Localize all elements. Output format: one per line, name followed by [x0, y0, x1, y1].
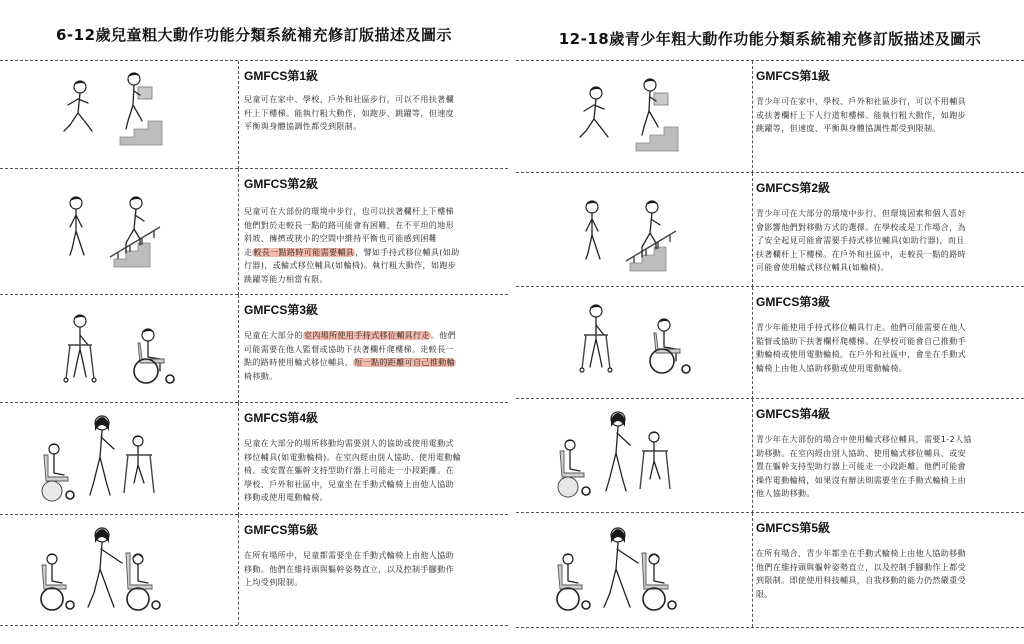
text-segment: 可能需要在他人監督或協助下扶著欄杆爬樓梯。走較長一	[244, 344, 454, 354]
text-segment: 青少年可在大部分的環境中步行，但環境因素和個人喜好	[756, 209, 966, 218]
description-line	[244, 576, 454, 590]
level-description	[756, 321, 966, 375]
description-line	[244, 93, 454, 107]
text-segment: 跳躍等能力相當有限。	[244, 274, 328, 284]
text-segment: 動輪椅或使用電動輪椅。在戶外和社區中，會坐在手動式	[756, 350, 966, 359]
text-segment: 走	[244, 247, 253, 257]
text-segment: 斜坡、擁擠或狹小的空間中維持平衡也可能感到困難	[244, 234, 438, 243]
description-line	[244, 343, 456, 357]
gmfcs-illustration	[546, 519, 746, 627]
description-line	[756, 261, 966, 275]
text-segment: 操作電動輪椅，如果沒有辦法則需要坐在手動式輪椅上由	[756, 475, 966, 485]
gmfcs-illustration	[546, 185, 746, 287]
text-segment: 扶著欄杆上下樓梯。在戶外和社區中，走較長一點的路時	[756, 249, 966, 259]
column-divider	[752, 287, 753, 399]
level-description	[756, 95, 966, 136]
description-line	[244, 491, 461, 505]
gmfcs-illustration	[546, 71, 746, 173]
level-description	[756, 547, 966, 601]
level-label: GMFCS第2級	[756, 181, 831, 195]
level-description	[244, 93, 454, 134]
text-segment: 他們對於走較長一點的路可能會有困難，在不平坦的地形	[244, 220, 454, 230]
description-line	[244, 246, 460, 260]
text-segment: 他人協助移動。	[756, 489, 815, 498]
description-line	[756, 335, 966, 349]
description-line	[244, 356, 456, 370]
text-segment: 到限制。即使使用科技輔具，自我移動的能力仍然嚴重受	[756, 576, 966, 585]
highlighted-text: 室內場所使用手持式移位輔具行走	[303, 331, 430, 340]
text-segment: 點的路時使用輪式移位輔具，	[244, 358, 354, 367]
text-segment: 杆上下樓梯。能執行粗大動作，如跑步、跳躍等，但速度	[244, 108, 454, 118]
description-line	[244, 259, 460, 273]
text-segment: 兒童在大部分的	[244, 331, 303, 340]
description-line	[244, 563, 454, 577]
text-segment: 學校、戶外和社區中，兒童坐在手動式輪椅上由他人協助	[244, 479, 454, 489]
description-line	[756, 574, 966, 588]
level-label: GMFCS第3級	[244, 303, 319, 317]
highlighted-text: 較長一點路時可能需要輔具	[253, 247, 355, 257]
left-panel	[0, 0, 508, 644]
text-segment: 青少年在大部份的場合中使用輪式移位輔具，需要1-2人協	[756, 435, 972, 444]
text-segment: 或扶著欄杆上下人行道和樓梯。能執行粗大動作，如跑步	[756, 110, 966, 120]
description-line	[756, 447, 972, 461]
description-line	[756, 248, 966, 262]
text-segment: 置在軀幹支持型助行器上可能走一小段距離。他們可能會	[756, 462, 966, 471]
text-segment: 兒童可在大部份的環境中步行，也可以扶著欄杆上下樓梯	[244, 207, 454, 216]
text-segment: 平衡與身體協調性都受到限制。	[244, 122, 362, 131]
right-level-row	[516, 172, 1024, 287]
description-line	[756, 221, 966, 235]
gmfcs-illustration	[30, 307, 230, 403]
description-line	[244, 219, 460, 233]
description-line	[756, 234, 966, 248]
description-line	[244, 451, 461, 465]
left-level-row	[0, 514, 508, 626]
text-segment: 監督或協助下扶著欄杆爬樓梯。在學校可能會自己推動手	[756, 336, 966, 346]
text-segment: 兒童可在家中、學校、戶外和社區步行，可以不用扶著欄	[244, 95, 454, 104]
level-label: GMFCS第4級	[756, 407, 831, 421]
text-segment: 限。	[756, 589, 773, 599]
column-divider	[238, 295, 239, 403]
right-panel	[516, 0, 1024, 644]
right-level-row	[516, 398, 1024, 513]
right-level-row	[516, 286, 1024, 399]
description-line	[244, 205, 460, 219]
level-description	[244, 205, 460, 286]
text-segment: 他們在維持頭與軀幹姿勢直立，以及控制手腳動作上都受	[756, 562, 966, 572]
description-line	[244, 329, 456, 343]
highlighted-text: 短一點的距離可自己推動輪	[354, 358, 456, 367]
text-segment: 跳躍等，但速度、平衡與身體協調性都受到限制。	[756, 124, 941, 133]
text-segment: 會影響他們對移動方式的選擇。在學校或是工作場合，為	[756, 222, 966, 232]
text-segment: 椅、或安置在軀幹支持型助行器上可能走一小段距離。在	[244, 466, 454, 475]
column-divider	[238, 169, 239, 295]
text-segment: 移動。他們在維持頭與軀幹姿勢直立，以及控制手腳動作	[244, 564, 454, 574]
gmfcs-illustration	[546, 297, 746, 399]
gmfcs-illustration	[30, 181, 230, 295]
description-line	[756, 547, 966, 561]
description-line	[756, 122, 966, 136]
description-line	[244, 107, 454, 121]
gmfcs-illustration	[30, 519, 230, 625]
text-segment: 青少年能使用手持式移位輔具行走。他們可能需要在他人	[756, 323, 966, 332]
left-level-row	[0, 402, 508, 515]
gmfcs-illustration	[30, 65, 230, 169]
level-description	[756, 433, 972, 501]
level-label: GMFCS第1級	[756, 69, 831, 83]
description-line	[244, 549, 454, 563]
text-segment: 上均受到限制。	[244, 578, 303, 587]
text-segment: 椅移動。	[244, 371, 278, 381]
description-line	[756, 433, 972, 447]
level-label: GMFCS第5級	[756, 521, 831, 535]
level-label: GMFCS第5級	[244, 523, 319, 537]
description-line	[756, 348, 966, 362]
level-label: GMFCS第3級	[756, 295, 831, 309]
left-level-row	[0, 168, 508, 295]
description-line	[756, 362, 966, 376]
text-segment: 行器)，或輪式移位輔具(如輪椅)。執行粗大動作，如跑步	[244, 261, 457, 270]
description-line	[756, 474, 972, 488]
column-divider	[238, 403, 239, 515]
text-segment: 移動或使用電動輪椅。	[244, 493, 328, 502]
text-segment: 輪椅上由他人協助移動或使用電動輪椅。	[756, 363, 908, 373]
right-level-row	[516, 60, 1024, 173]
column-divider	[752, 61, 753, 173]
level-description	[244, 329, 456, 383]
level-label: GMFCS第2級	[244, 177, 319, 191]
description-line	[756, 321, 966, 335]
level-description	[756, 207, 966, 275]
description-line	[244, 273, 460, 287]
level-description	[244, 549, 454, 590]
text-segment: 移位輔具(如電動輪椅)。在室內經由別人協助、使用電動輪	[244, 452, 462, 462]
column-divider	[752, 173, 753, 287]
column-divider	[752, 513, 753, 627]
gmfcs-illustration	[546, 405, 746, 513]
column-divider	[752, 399, 753, 513]
text-segment: 青少年可在家中、學校、戶外和社區步行，可以不用輔具	[756, 97, 966, 106]
right-title: 12-18歲青少年粗大動作功能分類系統補充修訂版描述及圖示	[558, 30, 982, 48]
text-segment: 助移動。在室內經由別人協助、使用輪式移位輔具、或安	[756, 448, 966, 458]
text-segment: 可能會使用輪式移位輔具(如輪椅)。	[756, 263, 890, 272]
description-line	[756, 487, 972, 501]
level-label: GMFCS第1級	[244, 69, 319, 83]
description-line	[756, 460, 972, 474]
description-line	[756, 207, 966, 221]
column-divider	[238, 515, 239, 625]
level-label: GMFCS第4級	[244, 411, 319, 425]
description-line	[756, 95, 966, 109]
level-description	[244, 437, 461, 505]
left-level-row	[0, 60, 508, 169]
text-segment: 在所有場所中，兒童都需要坐在手動式輪椅上由他人協助	[244, 551, 454, 560]
description-line	[244, 120, 454, 134]
text-segment: 兒童在大部分的場所移動均需要別人的協助或使用電動式	[244, 439, 454, 448]
description-line	[756, 588, 966, 602]
description-line	[756, 561, 966, 575]
right-level-row	[516, 512, 1024, 628]
description-line	[244, 232, 460, 246]
left-title: 6-12歲兒童粗大動作功能分類系統補充修訂版描述及圖示	[55, 26, 453, 44]
left-level-row	[0, 294, 508, 403]
text-segment: 。他們	[430, 331, 457, 340]
column-divider	[238, 61, 239, 169]
text-segment: 在所有場合，青少年都坐在手動式輪椅上由他人協助移動	[756, 549, 966, 558]
description-line	[756, 109, 966, 123]
gmfcs-illustration	[30, 409, 230, 515]
description-line	[244, 464, 461, 478]
description-line	[244, 370, 456, 384]
description-line	[244, 437, 461, 451]
text-segment: ，譬如手持式移位輔具(如助	[355, 247, 460, 257]
description-line	[244, 478, 461, 492]
text-segment: 了安全起見可能會需要手持式移位輔具(如助行器)，而且	[756, 236, 965, 245]
